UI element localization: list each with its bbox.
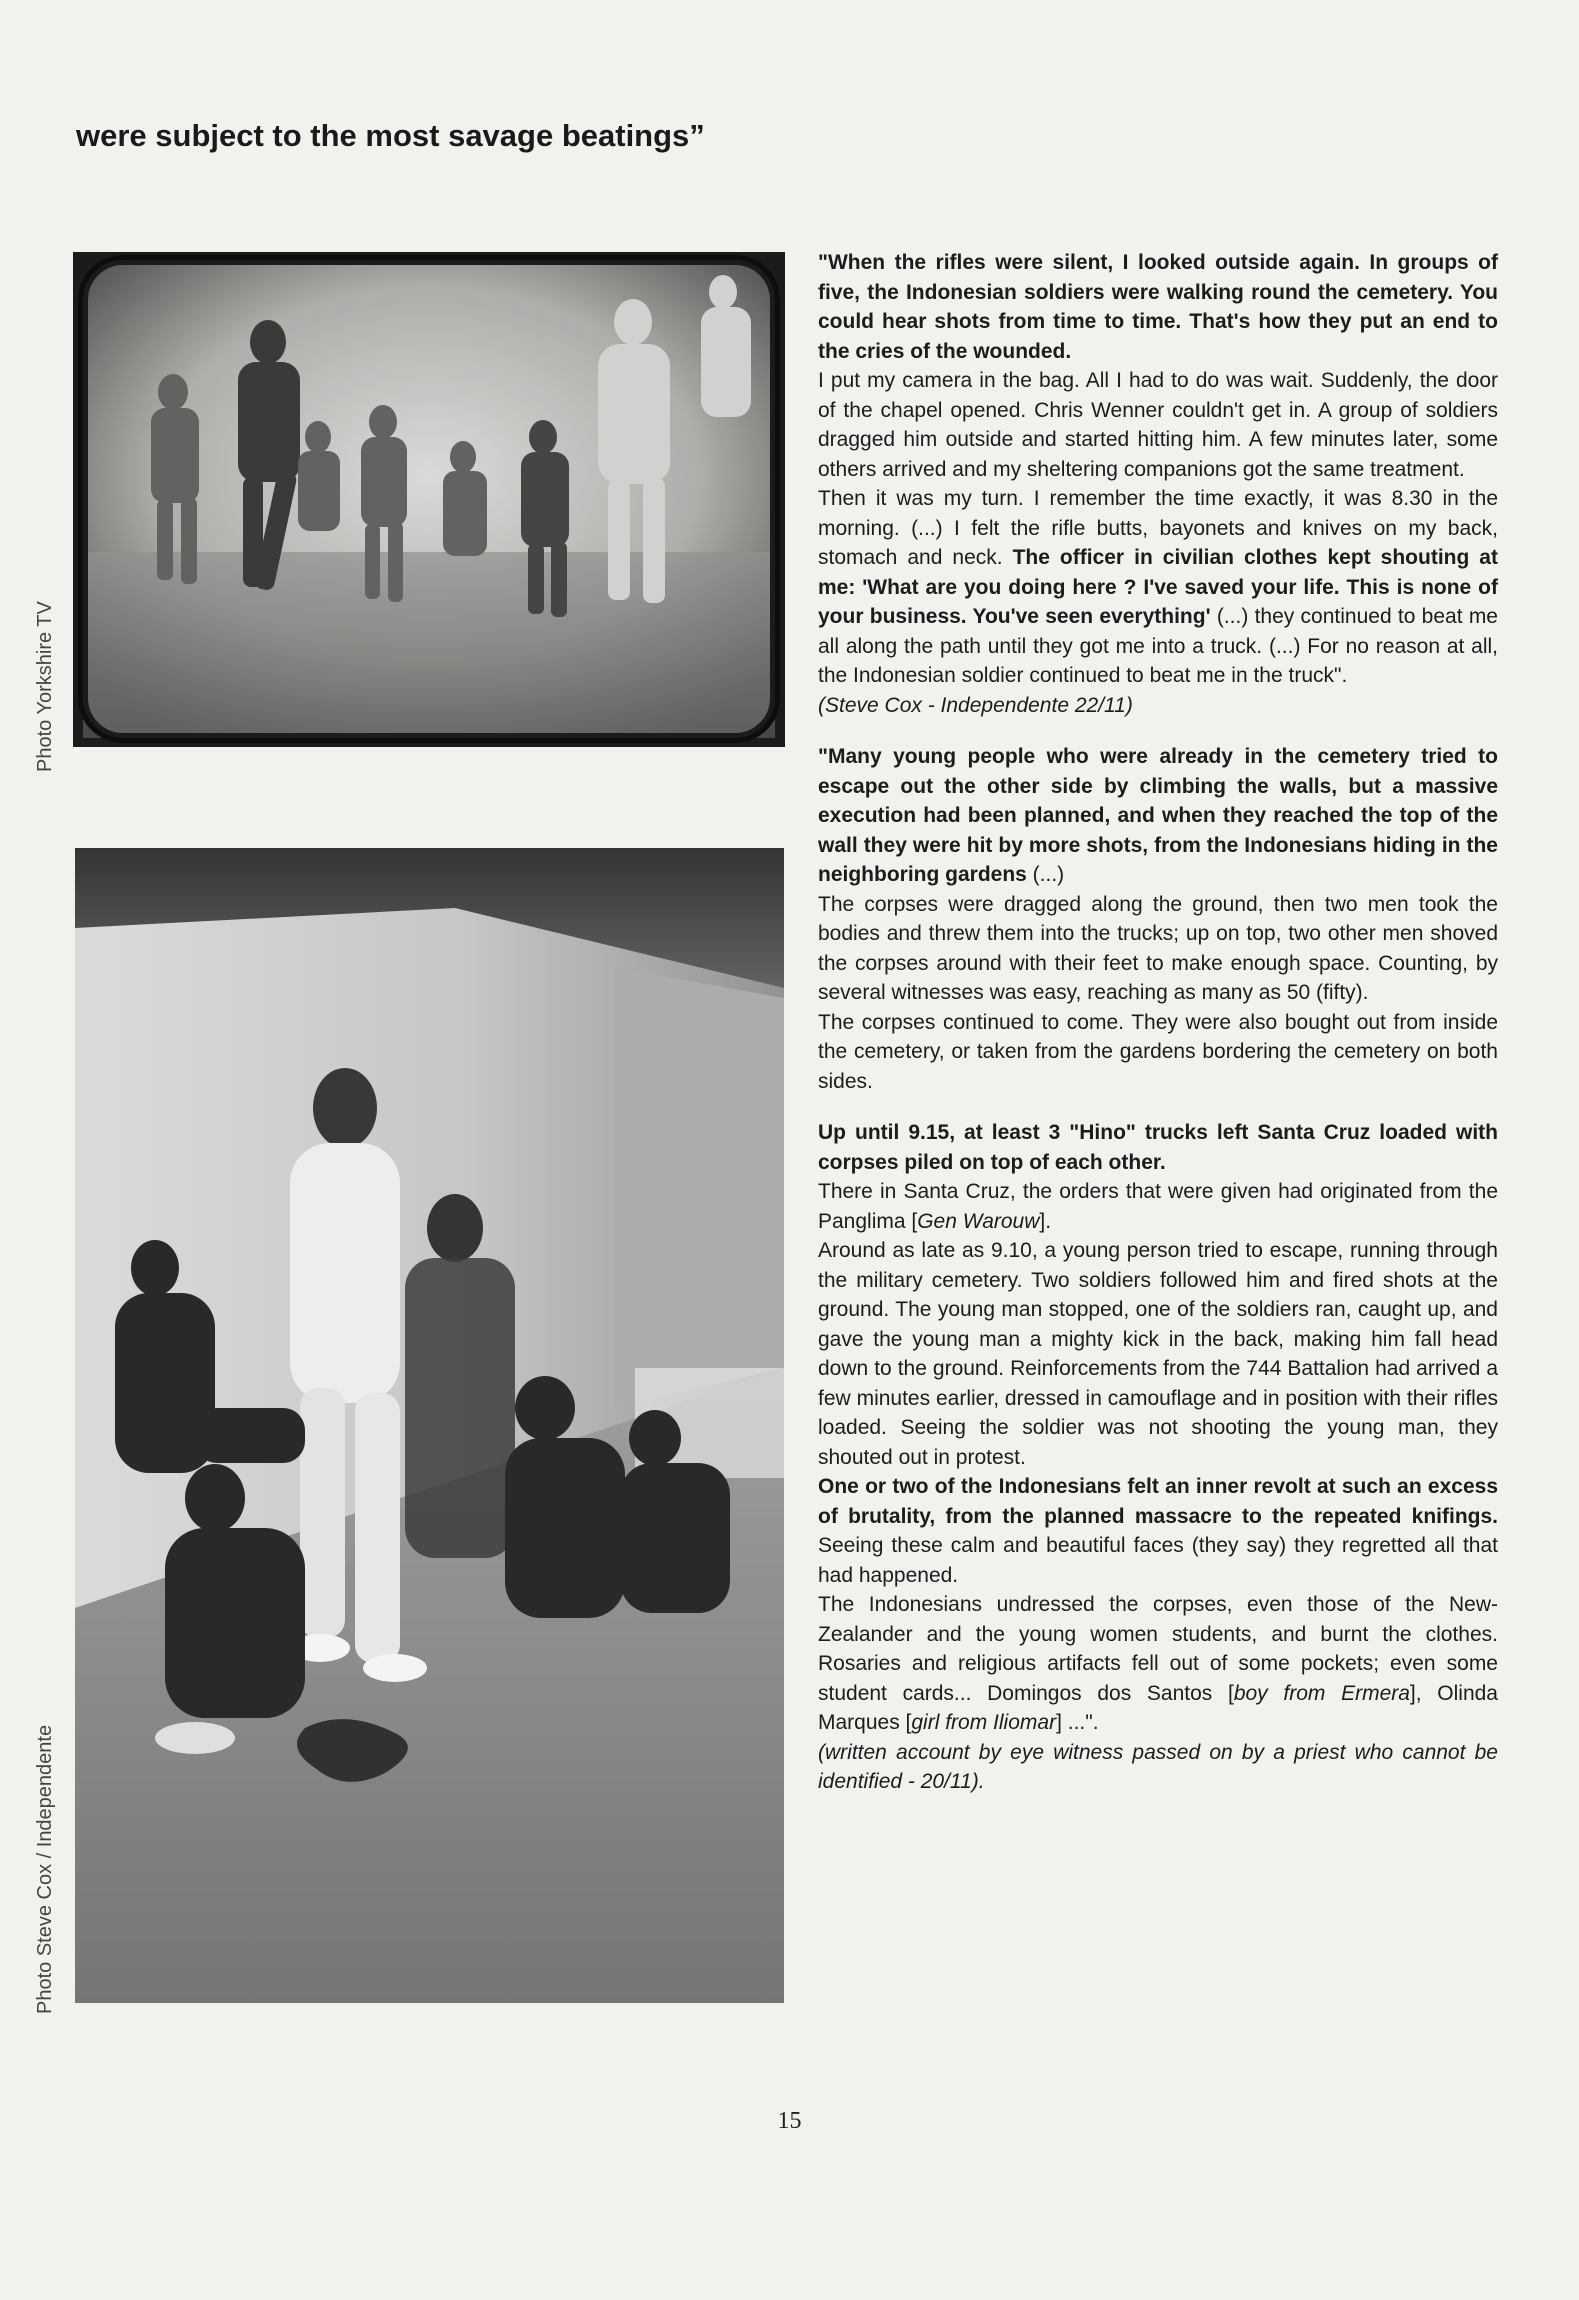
text-block <box>818 1118 1498 1797</box>
paragraph <box>818 1738 1498 1797</box>
paragraph <box>818 1008 1498 1097</box>
text-run: Gen Warouw <box>917 1209 1040 1233</box>
text-run: One or two of the Indonesians felt an inner revolt at such an excess of brutality, from the planned massacre to the repeated knifings. <box>818 1475 1498 1528</box>
paragraph <box>818 890 1498 1008</box>
paragraph <box>818 366 1498 484</box>
paragraph <box>818 1236 1498 1472</box>
text-run: "When the rifles were silent, I looked outside again. In groups of five, the Indonesian soldiers were walking round the cemetery. You could hear shots from time to time. That's how they put an end to the cries of the wounded. <box>818 251 1498 363</box>
text-run: (written account by eye witness passed on by a priest who cannot be identified - 20/11). <box>818 1740 1498 1793</box>
text-run: I put my camera in the bag. All I had to do was wait. Suddenly, the door of the chapel opened. Chris Wenner couldn't get in. A group of soldiers dragged him outside and started hitting him. A few minutes later, some others arrived and my sheltering companions got the same treatment. <box>818 369 1498 481</box>
tv-still-photo <box>73 252 785 747</box>
text-run: (Steve Cox - Independente 22/11) <box>818 693 1133 717</box>
text-run: (...) <box>1026 863 1065 886</box>
paragraph <box>818 691 1498 721</box>
paragraph <box>818 248 1498 366</box>
photo-credit-top: Photo Yorkshire TV <box>34 601 56 772</box>
text-run: Up until 9.15, at least 3 "Hino" trucks left Santa Cruz loaded with corpses piled on top of each other. <box>818 1121 1498 1174</box>
text-run: There in Santa Cruz, the orders that were given had originated from the Panglima [ <box>818 1180 1498 1233</box>
paragraph <box>818 484 1498 691</box>
paragraph <box>818 1118 1498 1177</box>
text-block <box>818 742 1498 1096</box>
text-run: boy from Ermera <box>1233 1681 1410 1705</box>
text-run: Seeing these calm and beautiful faces (they say) they regretted all that had happened. <box>818 1534 1498 1587</box>
photo-credit-bottom: Photo Steve Cox / Independente <box>34 1724 56 2014</box>
text-run: Around as late as 9.10, a young person tried to escape, running through the military cemetery. Two soldiers followed him and fired shots at the ground. The young man stopped, one of the soldiers ran, caught up, and gave the young man a mighty kick in the back, making him fall head down to the ground. Reinforcements from the 744 Battalion had arrived a few minutes earlier, dressed in camouflage and in position with their rifles loaded. Seeing the soldier was not shooting the young man, they shouted out in protest. <box>818 1239 1498 1469</box>
text-run: The corpses continued to come. They were also bought out from inside the cemetery, or taken from the gardens bordering the cemetery on both sides. <box>818 1010 1498 1093</box>
article-text <box>818 248 1498 1797</box>
text-block <box>818 248 1498 720</box>
text-run: ], Olinda Marques [ <box>818 1681 1498 1734</box>
page-heading: were subject to the most savage beatings” <box>76 118 705 153</box>
text-run: "Many young people who were already in the cemetery tried to escape out the other side by climbing the walls, but a massive execution had been planned, and when they reached the top of the wall they were hit by more shots, from the Indonesians hiding in the neighboring gardens <box>818 745 1498 886</box>
text-run: girl from Iliomar <box>911 1711 1057 1734</box>
paragraph <box>818 1177 1498 1236</box>
page-number: 15 <box>777 2108 802 2134</box>
text-run: ]. <box>1039 1209 1052 1233</box>
text-run: Then it was my turn. I remember the time exactly, it was 8.30 in the morning. (...) I felt the rifle butts, bayonets and knives on my back, stomach and neck. <box>818 487 1498 569</box>
chapel-interior-photo <box>75 848 784 2003</box>
text-run: The corpses were dragged along the ground, then two men took the bodies and threw them into the trucks; up on top, two other men shoved the corpses around with their feet to make enough space. Counting, by several witnesses was easy, reaching as many as 50 (fifty). <box>818 892 1498 1004</box>
text-run: (...) they continued to beat me all along the path until they got me into a truck. (...) For no reason at all, the Indonesian soldier continued to beat me in the truck". <box>818 605 1498 687</box>
text-run: ] ...". <box>1056 1711 1099 1734</box>
text-run: The Indonesians undressed the corpses, even those of the New-Zealander and the young women students, and burnt the clothes. Rosaries and religious artifacts fell out of some pockets; even some student cards... Domingos dos Santos [ <box>818 1593 1498 1705</box>
paragraph <box>818 1472 1498 1590</box>
paragraph <box>818 1590 1498 1738</box>
text-run: The officer in civilian clothes kept shouting at me: 'What are you doing here ? I've saved your life. This is none of your business. You've seen everything' <box>818 546 1498 628</box>
paragraph <box>818 742 1498 890</box>
